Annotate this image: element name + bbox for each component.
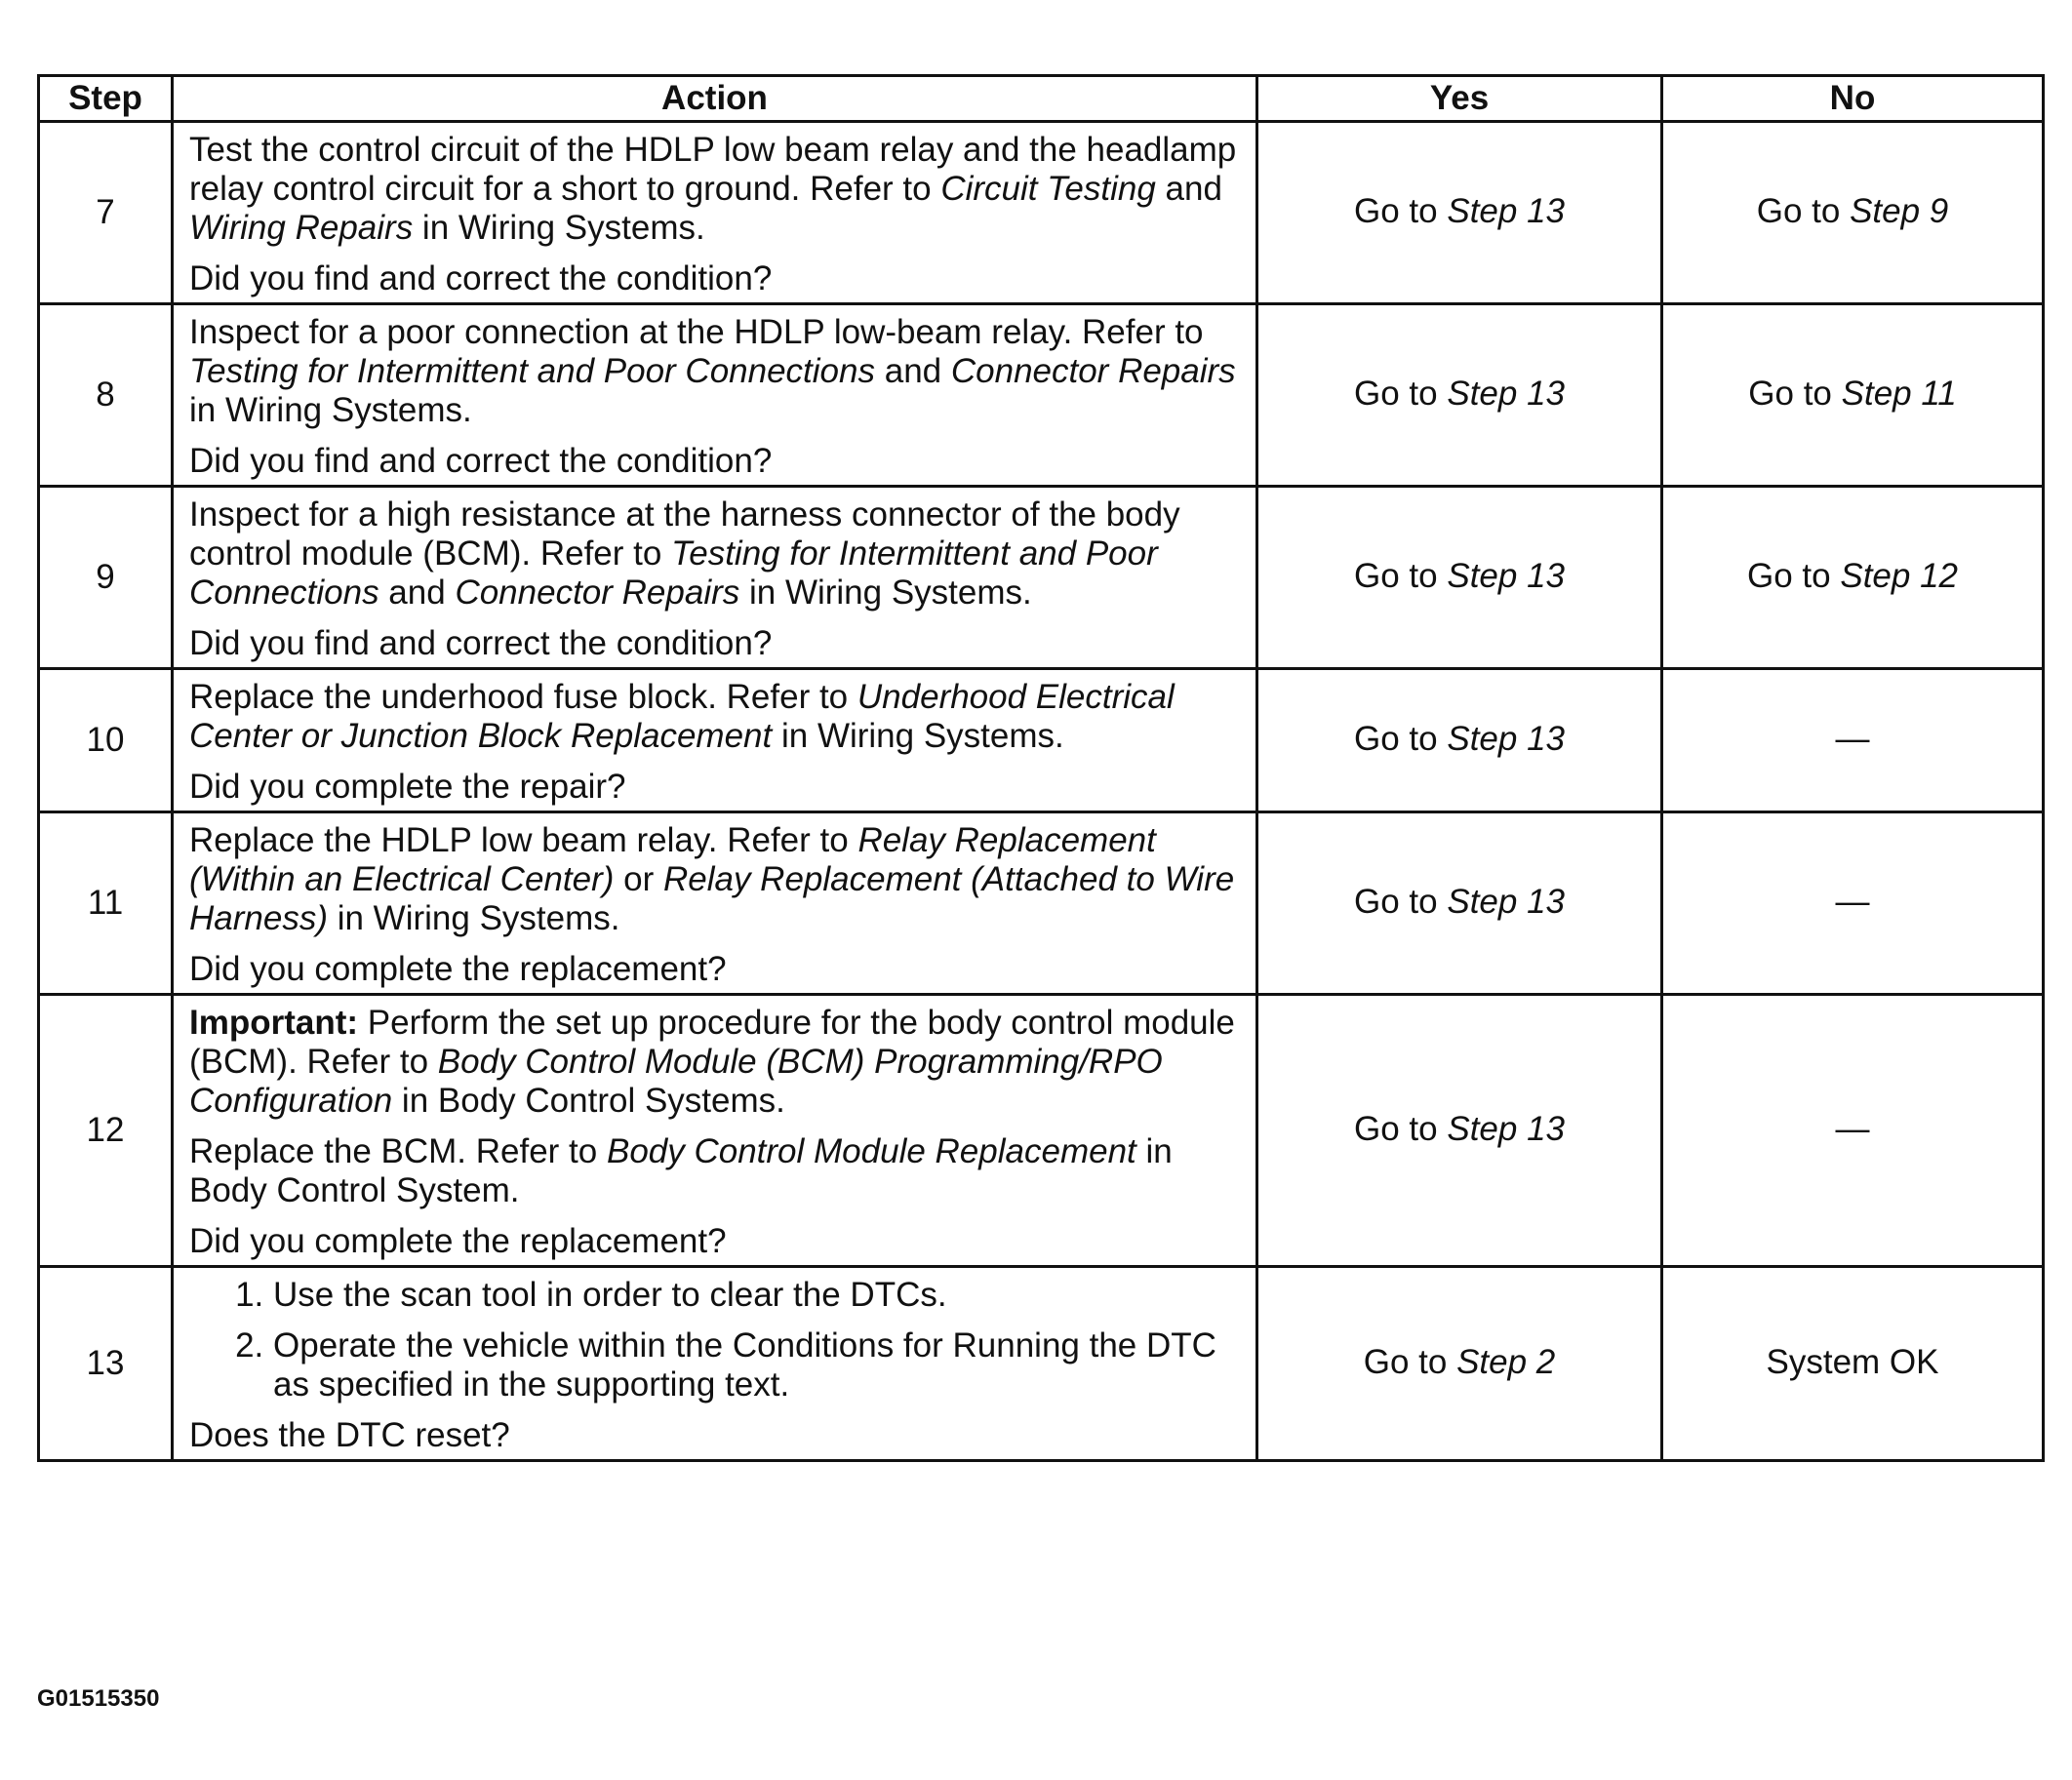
yes-step-link: Step 13 [1447, 1109, 1565, 1148]
step-number: 10 [39, 669, 173, 812]
action-text: in Wiring Systems. [772, 717, 1064, 755]
goto-label: Go to [1363, 1342, 1448, 1381]
no-cell [1662, 995, 2044, 1267]
procedure-list [189, 1276, 1242, 1404]
action-text: in Wiring Systems. [189, 391, 472, 429]
yes-cell [1257, 669, 1662, 812]
yes-cell [1257, 995, 1662, 1267]
action-text: in Body Control System. [189, 1132, 1173, 1209]
no-cell [1662, 812, 2044, 995]
action-cell [173, 812, 1257, 995]
goto-label: Go to [1354, 556, 1438, 595]
action-paragraph [189, 313, 1242, 430]
question-text: Did you find and correct the condition? [189, 259, 773, 297]
yes-step-link: Step 13 [1447, 719, 1565, 758]
step-number: 12 [39, 995, 173, 1267]
action-cell [173, 122, 1257, 304]
reference-text: Wiring Repairs [189, 209, 414, 247]
question-text: Did you complete the repair? [189, 768, 626, 806]
table-row [39, 669, 2044, 812]
table-row [39, 122, 2044, 304]
reference-text: Connector Repairs [455, 574, 740, 612]
goto-label: Go to [1748, 374, 1832, 413]
action-text: in Wiring Systems. [739, 574, 1032, 612]
step-number: 7 [39, 122, 173, 304]
list-item: 2. Operate the vehicle within the Conditions for Running the DTC as specified in the supporting text. [273, 1326, 1242, 1404]
yes-step-link: Step 13 [1447, 882, 1565, 921]
goto-label: Go to [1354, 882, 1438, 921]
action-paragraph [189, 1004, 1242, 1121]
table-row [39, 812, 2044, 995]
reference-text: Testing for Intermittent and Poor Connections [189, 352, 875, 390]
no-step-link: Step 9 [1850, 191, 1949, 230]
action-paragraph [189, 495, 1242, 613]
action-paragraph [189, 678, 1242, 756]
yes-step-link: Step 13 [1447, 191, 1565, 230]
reference-text: Underhood Electrical Center or Junction Block Replacement [189, 678, 1175, 755]
table-row [39, 487, 2044, 669]
header-yes: Yes [1257, 76, 1662, 122]
step-number: 8 [39, 304, 173, 487]
diagnostic-table [37, 74, 2045, 1462]
yes-step-link: Step 2 [1456, 1342, 1556, 1381]
yes-cell [1257, 812, 1662, 995]
bold-label: Important: [189, 1004, 359, 1042]
yes-step-link: Step 13 [1447, 556, 1565, 595]
reference-text: Relay Replacement (Attached to Wire Harness) [189, 860, 1235, 937]
step-number: 13 [39, 1267, 173, 1461]
list-item: 1. Use the scan tool in order to clear the DTCs. [273, 1276, 1242, 1315]
action-text: Inspect for a high resistance at the harness connector of the body control module (BCM). Refer to [189, 495, 1180, 573]
question-text: Does the DTC reset? [189, 1416, 510, 1454]
action-cell [173, 995, 1257, 1267]
no-cell [1662, 487, 2044, 669]
question-text: Did you complete the replacement? [189, 950, 727, 988]
reference-text: Body Control Module Replacement [606, 1132, 1136, 1170]
question-text: Did you find and correct the condition? [189, 624, 773, 662]
action-text: in Wiring Systems. [327, 899, 620, 937]
goto-label: Go to [1756, 191, 1841, 230]
action-text: Replace the underhood fuse block. Refer to [189, 678, 857, 716]
goto-label: Go to [1354, 191, 1438, 230]
action-text: and [1155, 170, 1222, 208]
no-cell [1662, 1267, 2044, 1461]
yes-cell [1257, 122, 1662, 304]
reference-text: Testing for Intermittent and Poor Connections [189, 534, 1158, 612]
no-result-text: System OK [1766, 1342, 1939, 1381]
yes-step-link: Step 13 [1447, 374, 1565, 413]
header-step: Step [39, 76, 173, 122]
action-text: Perform the set up procedure for the body control module (BCM). Refer to [189, 1004, 1235, 1081]
action-text: and [875, 352, 951, 390]
goto-label: Go to [1354, 1109, 1438, 1148]
goto-label: Go to [1354, 374, 1438, 413]
goto-label: Go to [1354, 719, 1438, 758]
action-text: in Wiring Systems. [413, 209, 705, 247]
no-cell [1662, 304, 2044, 487]
step-number: 9 [39, 487, 173, 669]
action-text: or [614, 860, 663, 898]
action-text: Replace the HDLP low beam relay. Refer to [189, 821, 858, 859]
action-cell [173, 1267, 1257, 1461]
step-number: 11 [39, 812, 173, 995]
yes-cell [1257, 304, 1662, 487]
action-paragraph [189, 821, 1242, 938]
table-row [39, 995, 2044, 1267]
action-text: Test the control circuit of the HDLP low beam relay and the headlamp relay control circuit for a short to ground. Refer to [189, 131, 1237, 208]
action-cell [173, 487, 1257, 669]
header-no: No [1662, 76, 2044, 122]
action-paragraph [189, 131, 1242, 248]
action-cell [173, 669, 1257, 812]
reference-text: Relay Replacement (Within an Electrical Center) [189, 821, 1156, 898]
action-paragraph [189, 1132, 1242, 1210]
table-body [39, 122, 2044, 1461]
no-result-text: — [1835, 882, 1870, 921]
figure-id: G01515350 [37, 1685, 160, 1712]
action-text: Inspect for a poor connection at the HDLP low-beam relay. Refer to [189, 313, 1204, 351]
yes-cell [1257, 1267, 1662, 1461]
header-action: Action [173, 76, 1257, 122]
action-text: in Body Control Systems. [392, 1082, 785, 1120]
reference-text: Connector Repairs [950, 352, 1236, 390]
table-row [39, 1267, 2044, 1461]
no-step-link: Step 11 [1841, 374, 1957, 413]
question-text: Did you find and correct the condition? [189, 442, 773, 480]
yes-cell [1257, 487, 1662, 669]
no-result-text: — [1835, 719, 1870, 758]
reference-text: Circuit Testing [940, 170, 1156, 208]
no-result-text: — [1835, 1109, 1870, 1148]
no-cell [1662, 669, 2044, 812]
action-text: and [379, 574, 456, 612]
no-cell [1662, 122, 2044, 304]
goto-label: Go to [1747, 556, 1831, 595]
table-header-row [39, 76, 2044, 122]
action-text: Replace the BCM. Refer to [189, 1132, 607, 1170]
table-row [39, 304, 2044, 487]
question-text: Did you complete the replacement? [189, 1222, 727, 1260]
no-step-link: Step 12 [1840, 556, 1958, 595]
reference-text: Body Control Module (BCM) Programming/RPO Configuration [189, 1043, 1163, 1120]
action-cell [173, 304, 1257, 487]
